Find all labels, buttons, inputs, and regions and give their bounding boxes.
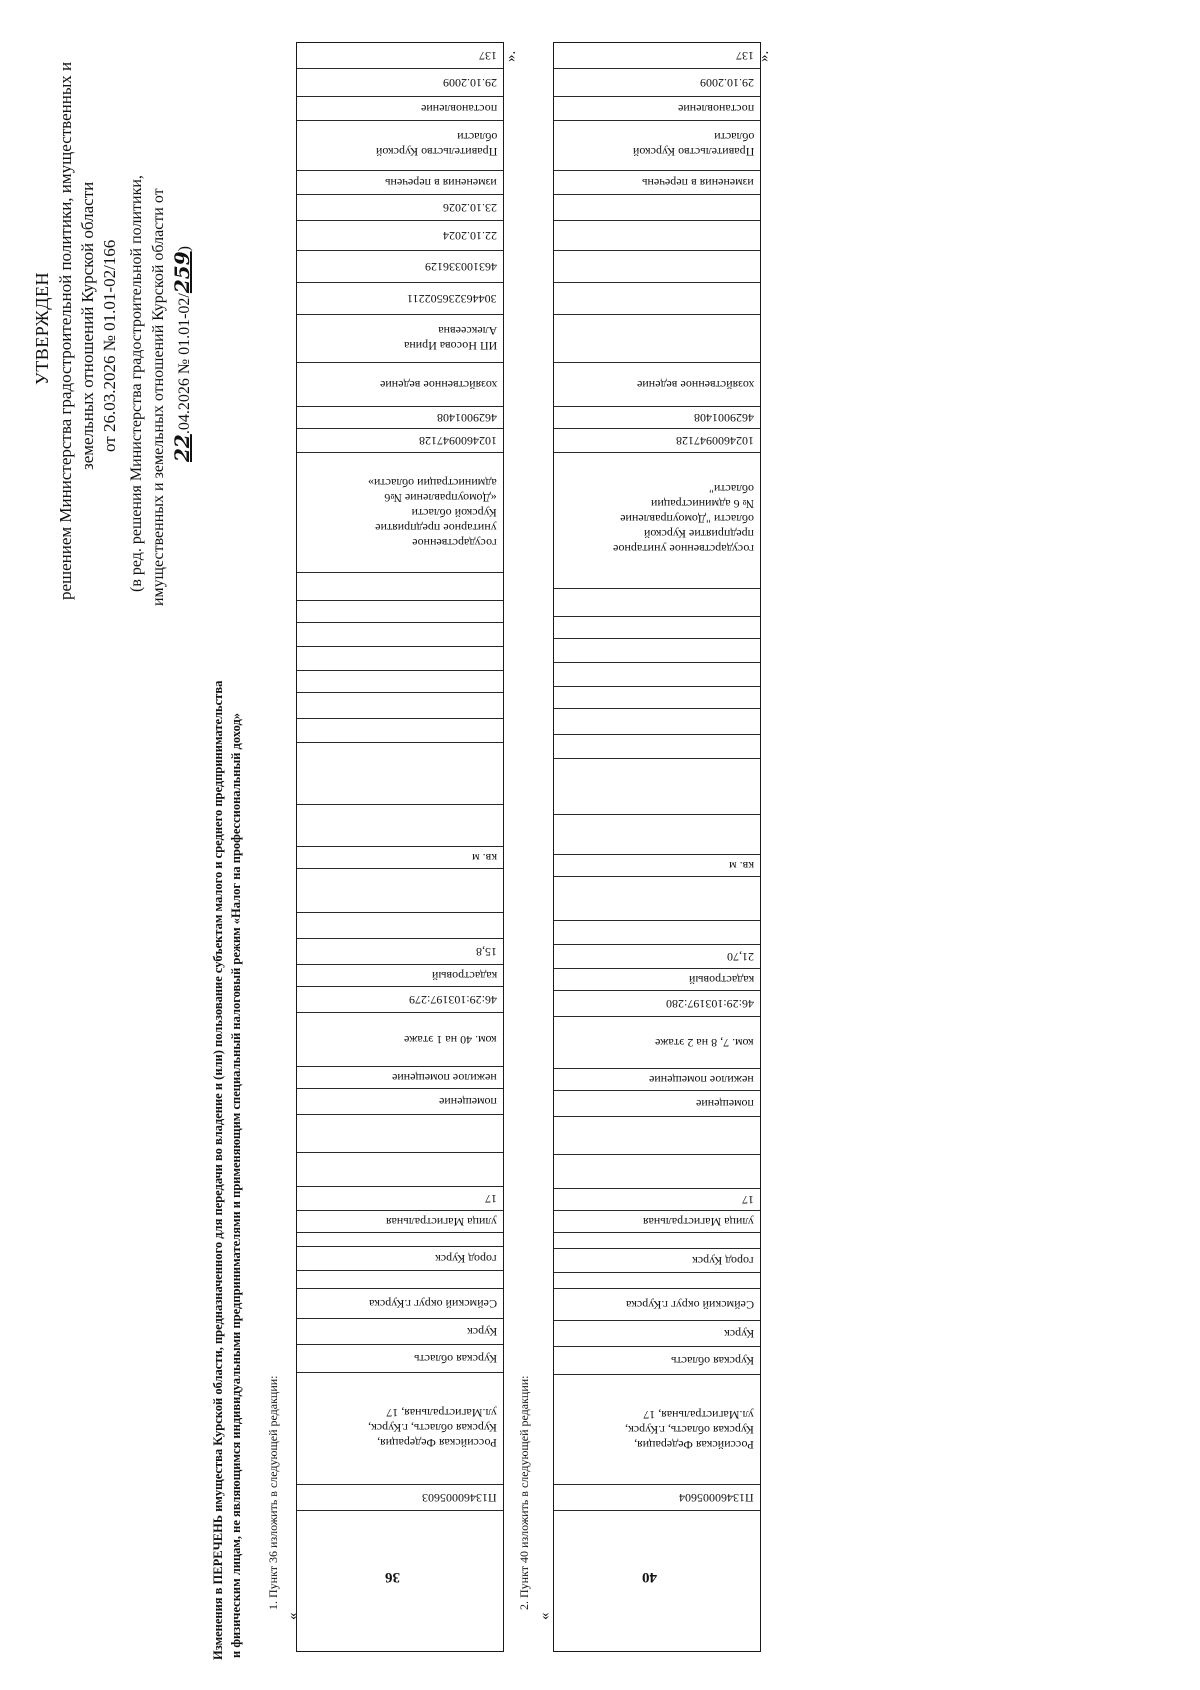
premises-location: ком. 7, 8 на 2 этаже [655,1036,754,1050]
act-date: 29.10.2009 [443,76,497,90]
registry-code: П13460005604 [679,1491,754,1505]
district-name: Сеймский округ г.Курска [625,1298,754,1312]
area-unit: кв. м [471,851,497,865]
object-kind: нежилое помещение [649,1073,754,1087]
house-number: 17 [485,1192,497,1206]
holding-right: хозяйственное ведение [379,378,497,392]
open-quote-2: « [537,1612,553,1620]
act-number: 137 [479,49,497,63]
item-1-instruction: 1. Пункт 36 изложить в следующей редакции: [266,1375,280,1610]
registry-code: П13460005603 [422,1491,497,1505]
act-number: 137 [736,49,754,63]
premises-location: ком. 40 на 1 этаже [404,1033,497,1047]
full-address: Российская Федерация, Курская область, г.Курск, ул.Магистральная, 17 [368,1406,497,1450]
act-organization: Правительство Курской области [632,130,754,159]
area-unit: кв. м [728,859,754,873]
area-value: 15,8 [476,945,497,959]
settlement-name: город Курск [692,1254,754,1268]
approval-line-1: решением Министерства градостроительной политики, имущественных и [56,61,75,600]
record-table-36 [296,42,504,1652]
street-name: улица Магистральная [386,1215,497,1229]
region-name: Курская область [413,1352,497,1366]
amendment-line-2: имущественных и земельных отношений Курской области от [150,188,167,606]
act-organization: Правительство Курской области [375,130,497,159]
amendment-line-3: 22.04.2026 № 01.01-02/259) [170,246,194,462]
holder-name: государственное унитарное предприятие Курской области «Домоуправление №6 администрации области» [368,476,497,550]
holder-inn: 4629001408 [437,411,497,425]
act-kind: постановление [420,102,497,116]
record-table-40 [553,42,761,1652]
document-title-line-1: Изменения в ПЕРЕЧЕНЬ имущества Курской области, предназначенного для передачи во владение и (или) пользование субъектам малого и среднего предпринимательства [211,680,225,1660]
approval-line-2: земельных отношений Курской области [78,181,97,470]
cadastral-type: кадастровый [431,969,497,983]
document-title-line-2: и физическим лицам, не являющимся индивидуальными предпринимателями и применяющим специальный налоговый режим «Налог на профессиональный доход» [229,712,243,1658]
holder-ogrn: 1024600947128 [676,434,754,448]
city-name: Курск [723,1327,754,1341]
holding-right: хозяйственное ведение [636,378,754,392]
city-name: Курск [466,1325,497,1339]
holder-inn: 4629001408 [694,411,754,425]
item-2-instruction: 2. Пункт 40 изложить в следующей редакции: [517,1375,531,1610]
act-type: изменения в перечень [642,176,754,190]
handwritten-day: 22 [170,434,194,462]
cadastral-type: кадастровый [688,973,754,987]
street-name: улица Магистральная [643,1215,754,1229]
district-name: Сеймский округ г.Курска [368,1297,497,1311]
object-type: помещение [439,1095,497,1109]
cadastral-number: 46:29:103197:280 [665,997,754,1011]
item-number: 36 [385,1569,400,1585]
area-value: 21,70 [727,950,754,964]
act-kind: постановление [677,102,754,116]
act-date: 29.10.2009 [700,76,754,90]
handwritten-number: 259 [170,251,194,294]
act-type: изменения в перечень [385,176,497,190]
holder-ogrn: 1024600947128 [419,434,497,448]
item-number: 40 [642,1569,657,1585]
region-name: Курская область [670,1354,754,1368]
object-kind: нежилое помещение [392,1071,497,1085]
tenant-ogrnip: 304463236502211 [407,292,497,306]
holder-name: государственное унитарное предприятие Курской области "Домоуправление № 6 администрации области" [612,482,754,556]
amendment-line-1: (в ред. решения Министерства градостроительной политики, [128,175,145,592]
settlement-name: город Курск [435,1252,497,1266]
house-number: 17 [742,1193,754,1207]
close-quote-2: ». [756,50,772,62]
term-end: 23.10.2026 [443,201,497,215]
open-quote-1: « [285,1612,301,1620]
tenant-name: ИП Носова Ирина Алексеевна [403,324,497,353]
approved-heading: УТВЕРЖДЕН [32,271,52,385]
approval-line-3: от 26.03.2026 № 01.01-02/166 [100,239,119,452]
close-quote-1: ». [503,50,519,62]
object-type: помещение [696,1097,754,1111]
term-start: 22.10.2024 [443,229,497,243]
full-address: Российская Федерация, Курская область, г.Курск, ул.Магистральная, 17 [625,1408,754,1452]
cadastral-number: 46:29:103197:279 [408,993,497,1007]
tenant-inn: 463100336129 [425,260,497,274]
